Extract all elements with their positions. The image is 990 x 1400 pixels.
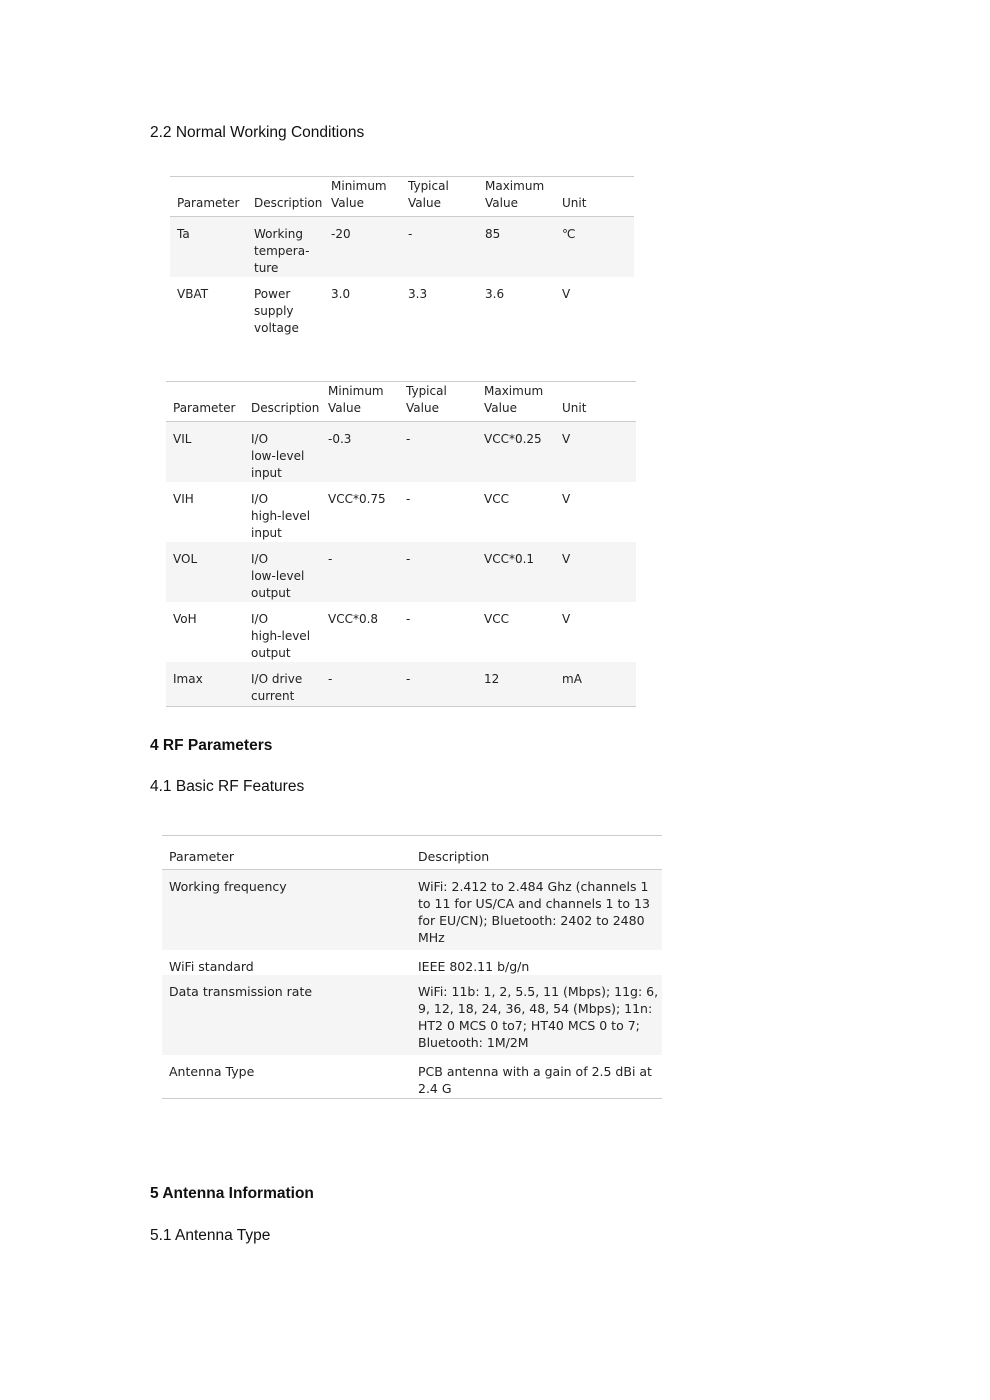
- table-cell: -: [399, 542, 477, 602]
- table-row: [162, 1055, 662, 1099]
- table-cell: -: [321, 662, 399, 706]
- table-cell: WiFi: 2.412 to 2.484 Ghz (channels 1 to 11 for US/CA and channels 1 to 13 for EU/CN); Bluetooth: 2402 to 2480 MHz: [411, 870, 662, 950]
- column-header: Parameter: [177, 196, 240, 210]
- table-cell: I/O high-level input: [251, 492, 311, 540]
- column-header: Unit: [562, 401, 587, 415]
- table-cell: VCC: [484, 492, 509, 506]
- table-cell: VoH: [173, 612, 197, 626]
- column-header: Parameter: [169, 849, 235, 864]
- table-cell: VCC*0.8: [328, 612, 379, 626]
- table-cell: -: [406, 612, 411, 626]
- table-row: [166, 422, 636, 483]
- column-header: Minimum Value: [328, 384, 384, 415]
- table-cell: Imax: [166, 662, 244, 706]
- table-cell: -0.3: [321, 422, 399, 483]
- table-row: [166, 542, 636, 602]
- table-cell: Antenna Type: [169, 1063, 255, 1079]
- working-conditions-table: [170, 176, 634, 339]
- section-heading-5-1: 5.1 Antenna Type: [150, 1227, 271, 1244]
- table-cell: V: [562, 287, 571, 301]
- table-row: [166, 662, 636, 706]
- table-header: [162, 836, 662, 870]
- table-row: [162, 870, 662, 950]
- table-cell: I/O low-level input: [244, 422, 321, 483]
- table-cell: PCB antenna with a gain of 2.5 dBi at 2.4 G: [418, 1063, 652, 1096]
- io-characteristics-table: [166, 381, 636, 707]
- table-cell: VOL: [166, 542, 244, 602]
- table-cell: -: [399, 662, 477, 706]
- table-cell: WiFi: 11b: 1, 2, 5.5, 11 (Mbps); 11g: 6, 9, 12, 18, 24, 36, 48, 54 (Mbps); 11n: HT2 0 MCS 0 to7; HT40 MCS 0 to 7; Bluetooth: 1M/2M: [411, 975, 662, 1055]
- table-row: [170, 217, 634, 278]
- table-cell: VIH: [173, 492, 194, 506]
- table-cell: WiFi standard: [169, 958, 254, 974]
- table-cell: VCC*0.75: [328, 492, 386, 506]
- table-cell: I/O drive current: [244, 662, 321, 706]
- table-cell: 85: [478, 217, 555, 278]
- table-cell: Ta: [170, 217, 247, 278]
- table-cell: Working tempera- ture: [247, 217, 324, 278]
- table-cell: 3.3: [408, 287, 428, 301]
- table-cell: -: [399, 422, 477, 483]
- table-cell: VCC*0.1: [477, 542, 555, 602]
- table-row: [166, 482, 636, 542]
- column-header: Typical Value: [406, 384, 447, 415]
- table-cell: VCC: [484, 612, 509, 626]
- table-row: [170, 277, 634, 339]
- column-header: Unit: [562, 196, 587, 210]
- table-cell: -: [321, 542, 399, 602]
- table-cell: -20: [324, 217, 401, 278]
- table-row: [166, 602, 636, 662]
- table-cell: VIL: [166, 422, 244, 483]
- table-cell: 12: [477, 662, 555, 706]
- table-cell: mA: [555, 662, 636, 706]
- section-heading-4-1: 4.1 Basic RF Features: [150, 778, 305, 795]
- table-cell: V: [555, 422, 636, 483]
- table-cell: ℃: [555, 217, 634, 278]
- column-header: Description: [418, 849, 490, 864]
- column-header: Minimum Value: [331, 179, 387, 210]
- table-cell: V: [562, 612, 571, 626]
- table-cell: I/O low-level output: [244, 542, 321, 602]
- table-cell: Working frequency: [162, 870, 411, 950]
- table-cell: V: [562, 492, 571, 506]
- table-cell: VCC*0.25: [477, 422, 555, 483]
- table-row: [162, 950, 662, 975]
- column-header: Description: [254, 196, 323, 210]
- table-cell: 3.0: [331, 287, 351, 301]
- table-cell: IEEE 802.11 b/g/n: [418, 958, 530, 974]
- table-cell: V: [555, 542, 636, 602]
- table-header: [166, 382, 636, 422]
- table-cell: VBAT: [177, 287, 209, 301]
- column-header: Maximum Value: [485, 179, 545, 210]
- table-row: [162, 975, 662, 1055]
- section-heading-4: 4 RF Parameters: [150, 737, 273, 754]
- rf-features-table: [162, 835, 662, 1099]
- column-header: Description: [251, 401, 320, 415]
- table-cell: Data transmission rate: [162, 975, 411, 1055]
- section-heading-5: 5 Antenna Information: [150, 1185, 314, 1202]
- column-header: Typical Value: [408, 179, 449, 210]
- table-cell: -: [401, 217, 478, 278]
- table-header: [170, 177, 634, 217]
- table-cell: Power supply voltage: [254, 287, 299, 335]
- column-header: Maximum Value: [484, 384, 544, 415]
- table-cell: 3.6: [485, 287, 505, 301]
- table-cell: I/O high-level output: [251, 612, 311, 660]
- section-heading-2-2: 2.2 Normal Working Conditions: [150, 124, 365, 141]
- column-header: Parameter: [173, 401, 236, 415]
- table-cell: -: [406, 492, 411, 506]
